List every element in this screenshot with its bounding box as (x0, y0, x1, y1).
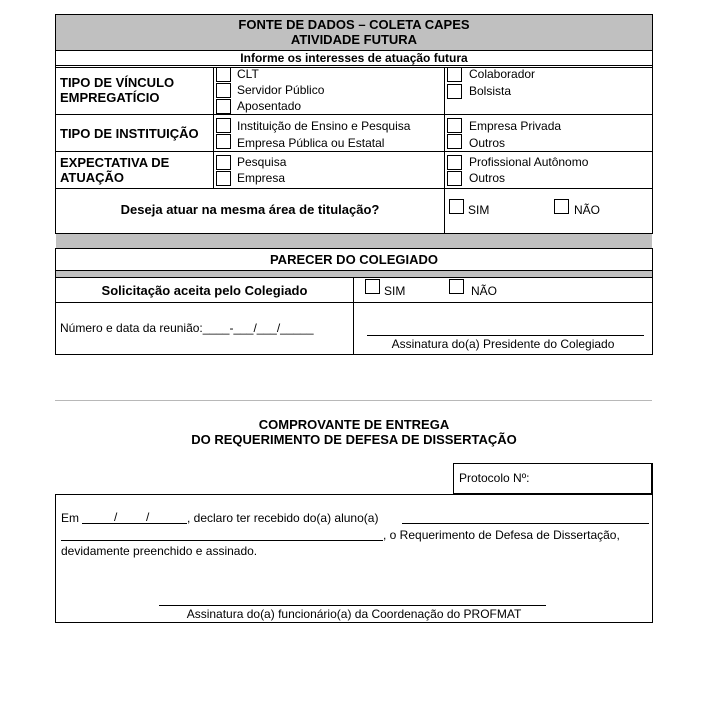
checkbox-mesma-area-nao[interactable] (554, 199, 569, 214)
checkbox-bolsista[interactable] (447, 84, 462, 99)
preenchido-text: devidamente preenchido e assinado. (61, 544, 258, 558)
checkbox-aposentado[interactable] (216, 99, 231, 114)
requerimento-text: , o Requerimento de Defesa de Dissertação, (383, 528, 620, 542)
mesma-area-sim-label: SIM (468, 203, 490, 217)
aceita-sim-label: SIM (384, 284, 406, 298)
protocolo-label: Protocolo Nº: (459, 471, 530, 485)
option-empresa-privada: Empresa Privada (469, 119, 562, 133)
date-field[interactable] (82, 523, 187, 524)
option-colaborador: Colaborador (469, 67, 536, 81)
aluno-name-field-continued[interactable] (61, 540, 383, 541)
aceita-nao-label: NÃO (471, 284, 498, 298)
checkbox-mesma-area-sim[interactable] (449, 199, 464, 214)
checkbox-colaborador[interactable] (447, 67, 462, 82)
vinculo-label-2: EMPREGATÍCIO (60, 90, 160, 105)
checkbox-expectativa-outros[interactable] (447, 171, 462, 186)
option-aposentado: Aposentado (237, 99, 302, 113)
checkbox-instituicao-outros[interactable] (447, 134, 462, 149)
checkbox-empresa-privada[interactable] (447, 118, 462, 133)
mesma-area-nao-label: NÃO (574, 203, 601, 217)
form-subtitle-heading: ATIVIDADE FUTURA (290, 32, 418, 47)
em-label: Em (61, 511, 79, 525)
expectativa-label-2: ATUAÇÃO (60, 170, 125, 185)
parecer-title: PARECER DO COLEGIADO (269, 252, 439, 267)
checkbox-aceita-sim[interactable] (365, 279, 380, 294)
option-pesquisa: Pesquisa (237, 155, 287, 169)
parecer-question: Solicitação aceita pelo Colegiado (101, 283, 308, 298)
form-title: FONTE DE DADOS – COLETA CAPES (238, 17, 470, 32)
option-ensino-pesquisa: Instituição de Ensino e Pesquisa (237, 119, 411, 133)
checkbox-ensino-pesquisa[interactable] (216, 118, 231, 133)
option-clt: CLT (237, 67, 259, 81)
option-expectativa-outros: Outros (469, 171, 506, 185)
checkbox-clt[interactable] (216, 67, 231, 82)
section-separator (56, 234, 652, 248)
aluno-name-field[interactable] (402, 523, 649, 524)
checkbox-empresa-publica[interactable] (216, 134, 231, 149)
checkbox-profissional-autonomo[interactable] (447, 155, 462, 170)
reuniao-field[interactable]: Número e data da reunião:____-___/___/_____ (60, 321, 314, 335)
expectativa-label: EXPECTATIVA DE (60, 155, 170, 170)
comprovante-title: COMPROVANTE DE ENTREGA (258, 417, 450, 432)
declaro-text: , declaro ter recebido do(a) aluno(a) (187, 511, 379, 525)
checkbox-aceita-nao[interactable] (449, 279, 464, 294)
option-empresa-publica: Empresa Pública ou Estatal (237, 136, 385, 150)
option-empresa: Empresa (237, 171, 286, 185)
checkbox-pesquisa[interactable] (216, 155, 231, 170)
checkbox-empresa[interactable] (216, 171, 231, 186)
option-servidor-publico: Servidor Público (237, 83, 325, 97)
option-instituicao-outros: Outros (469, 136, 506, 150)
presidente-signature-label: Assinatura do(a) Presidente do Colegiado (391, 337, 615, 351)
mesma-area-question: Deseja atuar na mesma área de titulação? (120, 202, 380, 217)
instruction-text: Informe os interesses de atuação futura (240, 51, 468, 65)
comprovante-subtitle: DO REQUERIMENTO DE DEFESA DE DISSERTAÇÃO (191, 432, 517, 447)
option-bolsista: Bolsista (469, 84, 512, 98)
page-divider (55, 400, 652, 401)
checkbox-servidor-publico[interactable] (216, 83, 231, 98)
vinculo-label: TIPO DE VÍNCULO (60, 75, 175, 90)
funcionario-signature-label: Assinatura do(a) funcionário(a) da Coordenação do PROFMAT (186, 607, 522, 621)
instituicao-label: TIPO DE INSTITUIÇÃO (60, 126, 199, 141)
option-profissional-autonomo: Profissional Autônomo (469, 155, 589, 169)
